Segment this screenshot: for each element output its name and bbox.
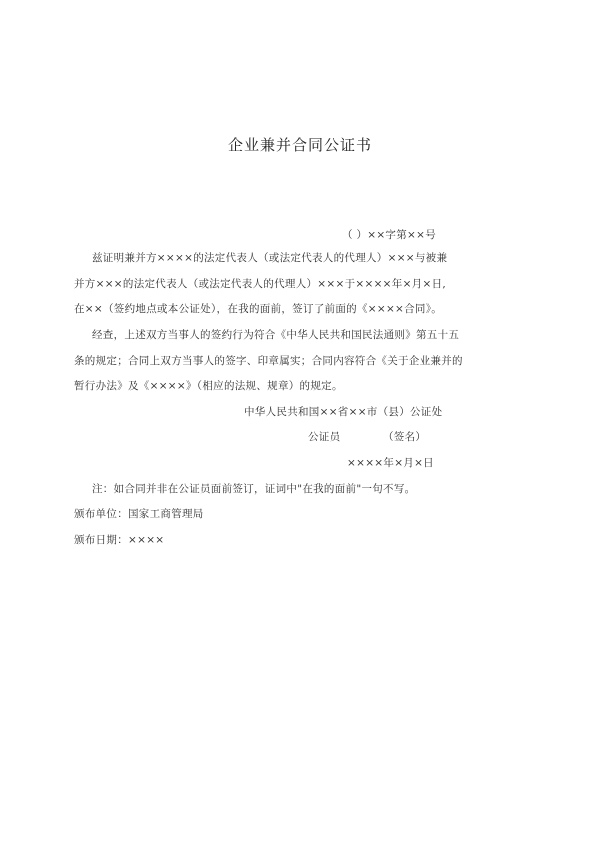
paragraph-1-line-3: 在××（签约地点或本公证处），在我的面前，签订了前面的《××××合同》。 bbox=[74, 303, 443, 315]
paragraph-1-line-2: 并方×××的法定代表人（或法定代表人的代理人）×××于××××年×月×日, bbox=[74, 278, 447, 290]
paragraph-2-line-1: 经查，上述双方当事人的签约行为符合《中华人民共和国民法通则》第五十五 bbox=[92, 329, 460, 341]
footnote: 注：如合同并非在公证员面前签订，证词中"在我的面前"一句不写。 bbox=[92, 483, 416, 495]
paragraph-1-line-1: 兹证明兼并方××××的法定代表人（或法定代表人的代理人）×××与被兼 bbox=[92, 252, 448, 264]
document-date: ××××年×月×日 bbox=[347, 457, 434, 469]
document-title: 企业兼并合同公证书 bbox=[227, 136, 372, 154]
notary-office: 中华人民共和国××省××市（县）公证处 bbox=[244, 406, 443, 418]
notary-label: 公证员 bbox=[308, 431, 341, 443]
signature-placeholder: （签名） bbox=[383, 431, 427, 443]
paragraph-2-line-3: 暂行办法》及《××××》（相应的法规、规章）的规定。 bbox=[74, 380, 343, 392]
paragraph-2-line-2: 条的规定；合同上双方当事人的签字、印章属实；合同内容符合《关于企业兼并的 bbox=[74, 355, 463, 367]
issue-date: 颁布日期：×××× bbox=[74, 534, 165, 546]
issuing-authority: 颁布单位：国家工商管理局 bbox=[74, 508, 204, 520]
document-number: （ ）××字第××号 bbox=[342, 229, 437, 241]
